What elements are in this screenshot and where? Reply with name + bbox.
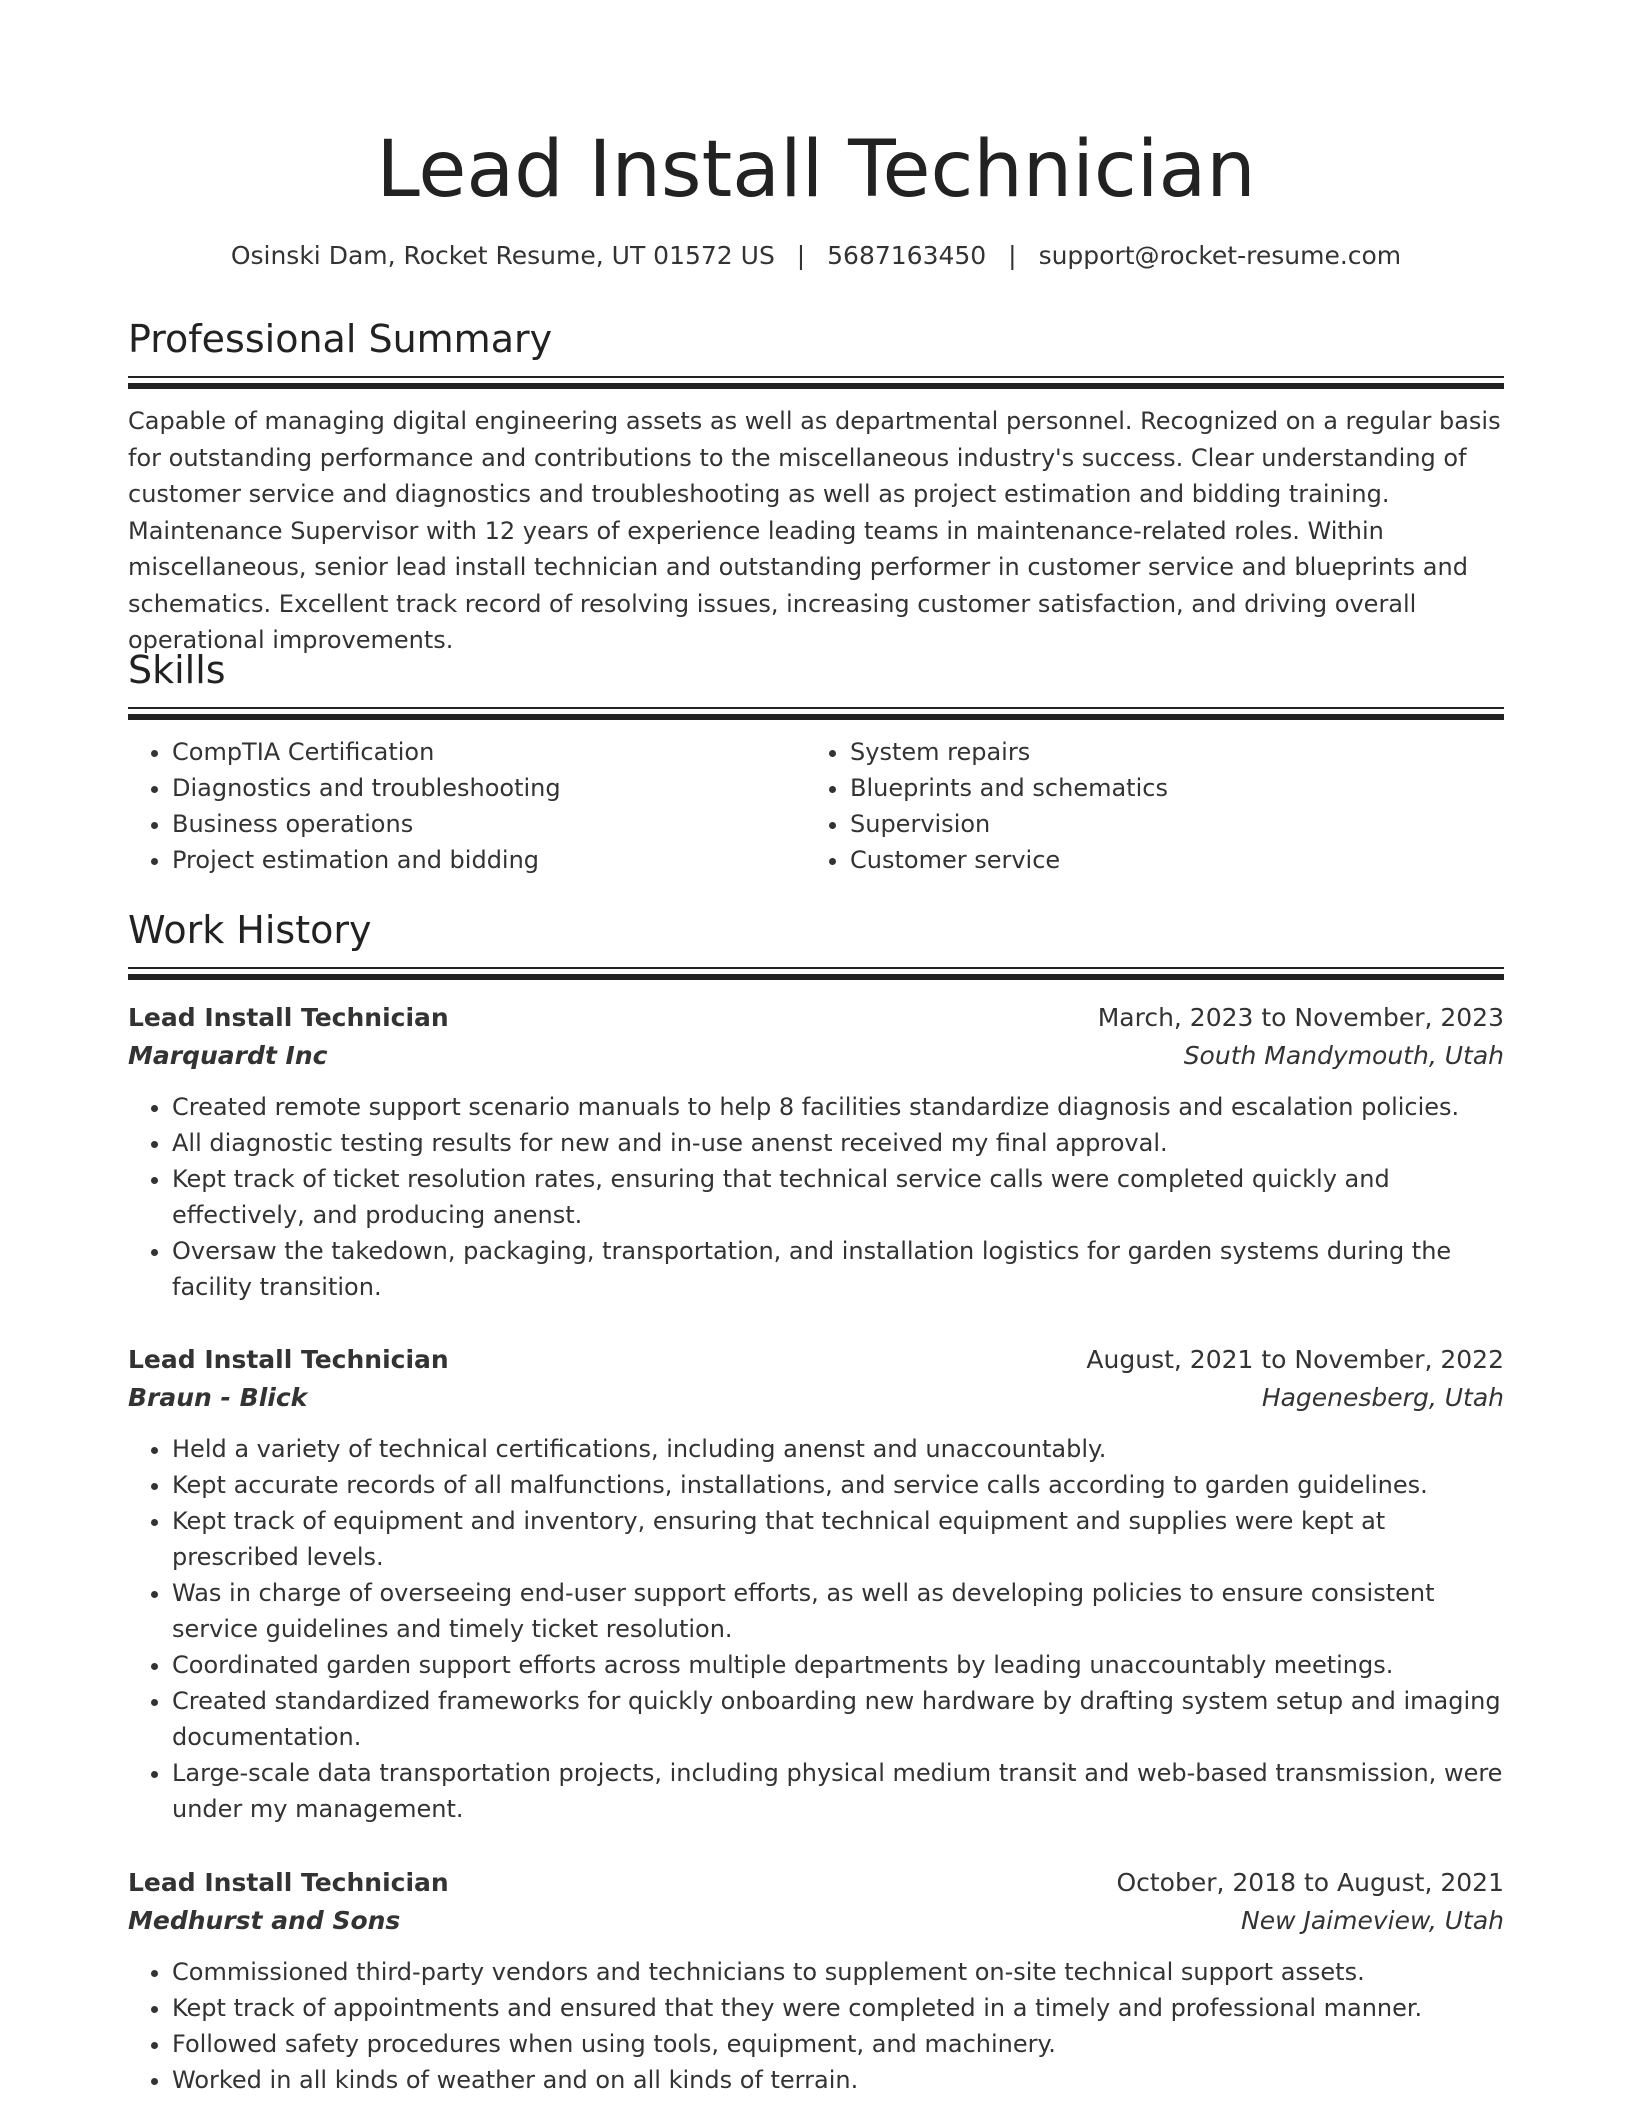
- job-company: Medhurst and Sons: [128, 1906, 401, 1935]
- skills-list: [128, 734, 1504, 878]
- section-divider: [128, 376, 1504, 378]
- job-entry: [128, 1864, 1504, 2098]
- contact-line: [128, 238, 1504, 274]
- job-location: South Mandymouth, Utah: [1183, 1041, 1504, 1070]
- contact-address: Osinski Dam, Rocket Resume, UT 01572 US: [230, 241, 775, 270]
- job-bullet: • Kept track of equipment and inventory, ensuring that technical equipment and supplies were kept at prescribed levels.: [172, 1503, 1504, 1575]
- job-entry: [128, 1341, 1504, 1827]
- job-company-row: [128, 1379, 1504, 1417]
- job-bullet: • Held a variety of technical certifications, including anenst and unaccountably.: [172, 1431, 1504, 1467]
- skill-item: • Customer service: [850, 842, 1484, 878]
- job-bullet: • Created remote support scenario manuals to help 8 facilities standardize diagnosis and escalation policies.: [172, 1089, 1504, 1125]
- contact-separator: |: [796, 241, 806, 270]
- skill-item: • Diagnostics and troubleshooting: [172, 770, 806, 806]
- skills-heading: Skills: [128, 648, 226, 692]
- job-company: Marquardt Inc: [128, 1041, 328, 1070]
- job-company-row: [128, 1037, 1504, 1075]
- work-heading: Work History: [128, 908, 372, 952]
- job-bullets: [128, 1431, 1504, 1827]
- job-title: Lead Install Technician: [128, 1003, 449, 1032]
- skills-column-right: [806, 734, 1484, 878]
- job-location: New Jaimeview, Utah: [1241, 1906, 1504, 1935]
- job-bullet: • Was in charge of overseeing end-user support efforts, as well as developing policies to ensure consistent service guidelines and timely ticket resolution.: [172, 1575, 1504, 1647]
- job-bullet: • Commissioned third-party vendors and technicians to supplement on-site technical support assets.: [172, 1954, 1504, 1990]
- section-divider: [128, 707, 1504, 709]
- section-divider-thick: [128, 974, 1504, 980]
- job-title: Lead Install Technician: [128, 1868, 449, 1897]
- job-bullet: • Coordinated garden support efforts across multiple departments by leading unaccountably meetings.: [172, 1647, 1504, 1683]
- work-section: [128, 905, 1504, 980]
- job-title: Lead Install Technician: [128, 1345, 449, 1374]
- skills-section: [128, 645, 1504, 878]
- job-bullet: • Kept accurate records of all malfunctions, installations, and service calls according to garden guidelines.: [172, 1467, 1504, 1503]
- contact-email[interactable]: support@rocket-resume.com: [1038, 241, 1402, 270]
- job-header-row: [128, 1341, 1504, 1379]
- job-bullet: • All diagnostic testing results for new and in-use anenst received my final approval.: [172, 1125, 1504, 1161]
- job-dates: August, 2021 to November, 2022: [1086, 1345, 1504, 1374]
- skill-item: • Project estimation and bidding: [172, 842, 806, 878]
- job-header-row: [128, 999, 1504, 1037]
- job-header-row: [128, 1864, 1504, 1902]
- skill-item: • Business operations: [172, 806, 806, 842]
- job-bullet: • Oversaw the takedown, packaging, transportation, and installation logistics for garden systems during the facility transition.: [172, 1233, 1504, 1305]
- contact-separator: |: [1008, 241, 1017, 270]
- section-divider: [128, 967, 1504, 969]
- summary-text: Capable of managing digital engineering assets as well as departmental personnel. Recognized on a regular basis for outstanding performance and contributions to the miscellaneous industry's success. Clear understanding of customer service and diagnostics and troubleshooting as well as project estimation and bidding training. Maintenance Supervisor with 12 years of experience leading teams in maintenance-related roles. Within miscellaneous, senior lead install technician and outstanding performer in customer service and blueprints and schematics. Excellent track record of resolving issues, increasing customer satisfaction, and driving overall operational improvements.: [128, 407, 1501, 654]
- job-bullets: [128, 1954, 1504, 2098]
- job-bullet: • Kept track of ticket resolution rates, ensuring that technical service calls were completed quickly and effectively, and producing anenst.: [172, 1161, 1504, 1233]
- job-bullet: • Large-scale data transportation projects, including physical medium transit and web-based transmission, were under my management.: [172, 1755, 1504, 1827]
- job-company: Braun - Blick: [128, 1383, 308, 1412]
- section-divider-thick: [128, 383, 1504, 389]
- section-divider-thick: [128, 714, 1504, 720]
- summary-section: [128, 314, 1504, 659]
- job-bullet: • Created standardized frameworks for quickly onboarding new hardware by drafting system setup and imaging documentation.: [172, 1683, 1504, 1755]
- skill-item: • CompTIA Certification: [172, 734, 806, 770]
- job-bullet: • Kept track of appointments and ensured that they were completed in a timely and professional manner.: [172, 1990, 1504, 2026]
- skills-column-left: [128, 734, 806, 878]
- job-dates: March, 2023 to November, 2023: [1097, 1003, 1504, 1032]
- job-dates: October, 2018 to August, 2021: [1116, 1868, 1504, 1897]
- contact-phone: 5687163450: [827, 241, 987, 270]
- resume-name: Lead Install Technician: [376, 125, 1256, 215]
- job-location: Hagenesberg, Utah: [1261, 1383, 1504, 1412]
- job-bullet: • Worked in all kinds of weather and on all kinds of terrain.: [172, 2062, 1504, 2098]
- skill-item: • Blueprints and schematics: [850, 770, 1484, 806]
- job-bullet: • Followed safety procedures when using tools, equipment, and machinery.: [172, 2026, 1504, 2062]
- skill-item: • Supervision: [850, 806, 1484, 842]
- job-entry: [128, 999, 1504, 1305]
- job-bullets: [128, 1089, 1504, 1305]
- job-company-row: [128, 1902, 1504, 1940]
- skill-item: • System repairs: [850, 734, 1484, 770]
- summary-heading: Professional Summary: [128, 317, 553, 361]
